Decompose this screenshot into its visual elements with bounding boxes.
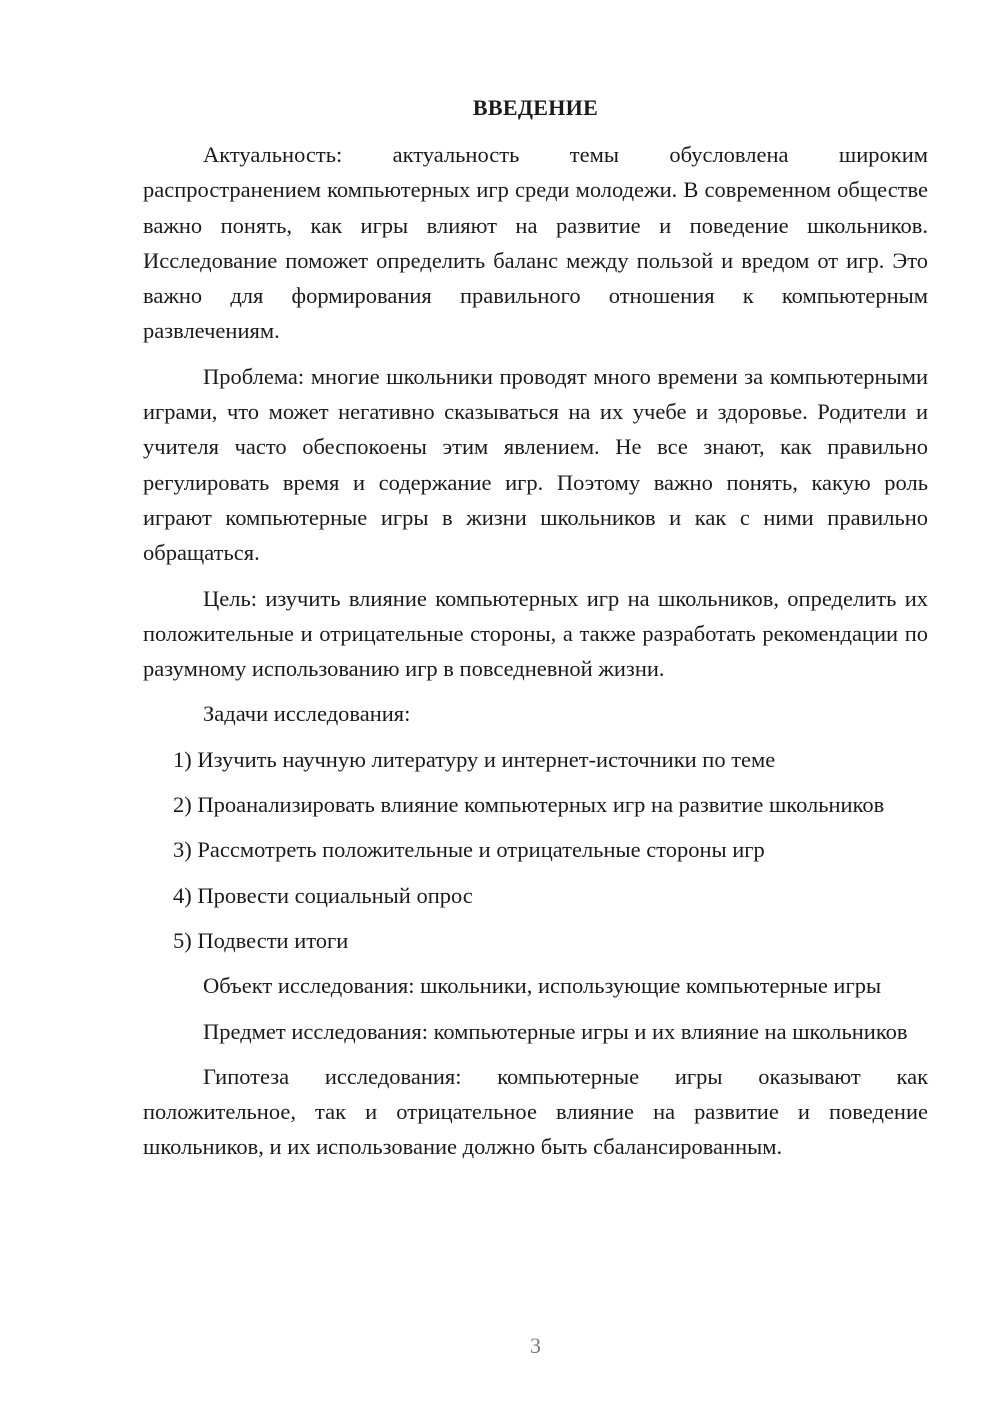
page-number: 3 (530, 1333, 541, 1358)
task-item-2: 2) Проанализировать влияние компьютерных игр на развитие школьников (173, 792, 885, 818)
goal-paragraph: Цель: изучить влияние компьютерных игр на школьников, определить их положительные и отрицательные стороны, а также разработать рекомендации по разумному использованию игр в повседневной жизни. (143, 585, 928, 682)
task-item-4: 4) Провести социальный опрос (173, 882, 473, 908)
subject-paragraph: Предмет исследования: компьютерные игры и их влияние на школьников (203, 1018, 908, 1044)
relevance-paragraph: Актуальность: актуальность темы обусловлена широким распространением компьютерных игр среди молодежи. В современном обществе важно понять, как игры влияют на развитие и поведение школьников. Исследование поможет определить баланс между пользой и вредом от игр. Это важно для формирования правильного отношения к компьютерным развлечениям. (143, 142, 928, 344)
tasks-heading: Задачи исследования: (203, 701, 411, 727)
task-item-1: 1) Изучить научную литературу и интернет-источники по теме (173, 746, 776, 772)
task-item-3: 3) Рассмотреть положительные и отрицательные стороны игр (173, 837, 765, 863)
page-content (143, 95, 928, 1175)
hypothesis-paragraph: Гипотеза исследования: компьютерные игры оказывают как положительное, так и отрицательное влияние на развитие и поведение школьников, и их использование должно быть сбалансированным. (143, 1063, 928, 1160)
page-title: ВВЕДЕНИЕ (472, 95, 599, 120)
task-item-5: 5) Подвести итоги (173, 927, 349, 953)
problem-paragraph: Проблема: многие школьники проводят много времени за компьютерными играми, что может негативно сказываться на их учебе и здоровье. Родители и учителя часто обеспокоены этим явлением. Не все знают, как правильно регулировать время и содержание игр. Поэтому важно понять, какую роль играют компьютерные игры в жизни школьников и как с ними правильно обращаться. (143, 363, 928, 566)
object-paragraph: Объект исследования: школьники, использующие компьютерные игры (203, 973, 882, 999)
